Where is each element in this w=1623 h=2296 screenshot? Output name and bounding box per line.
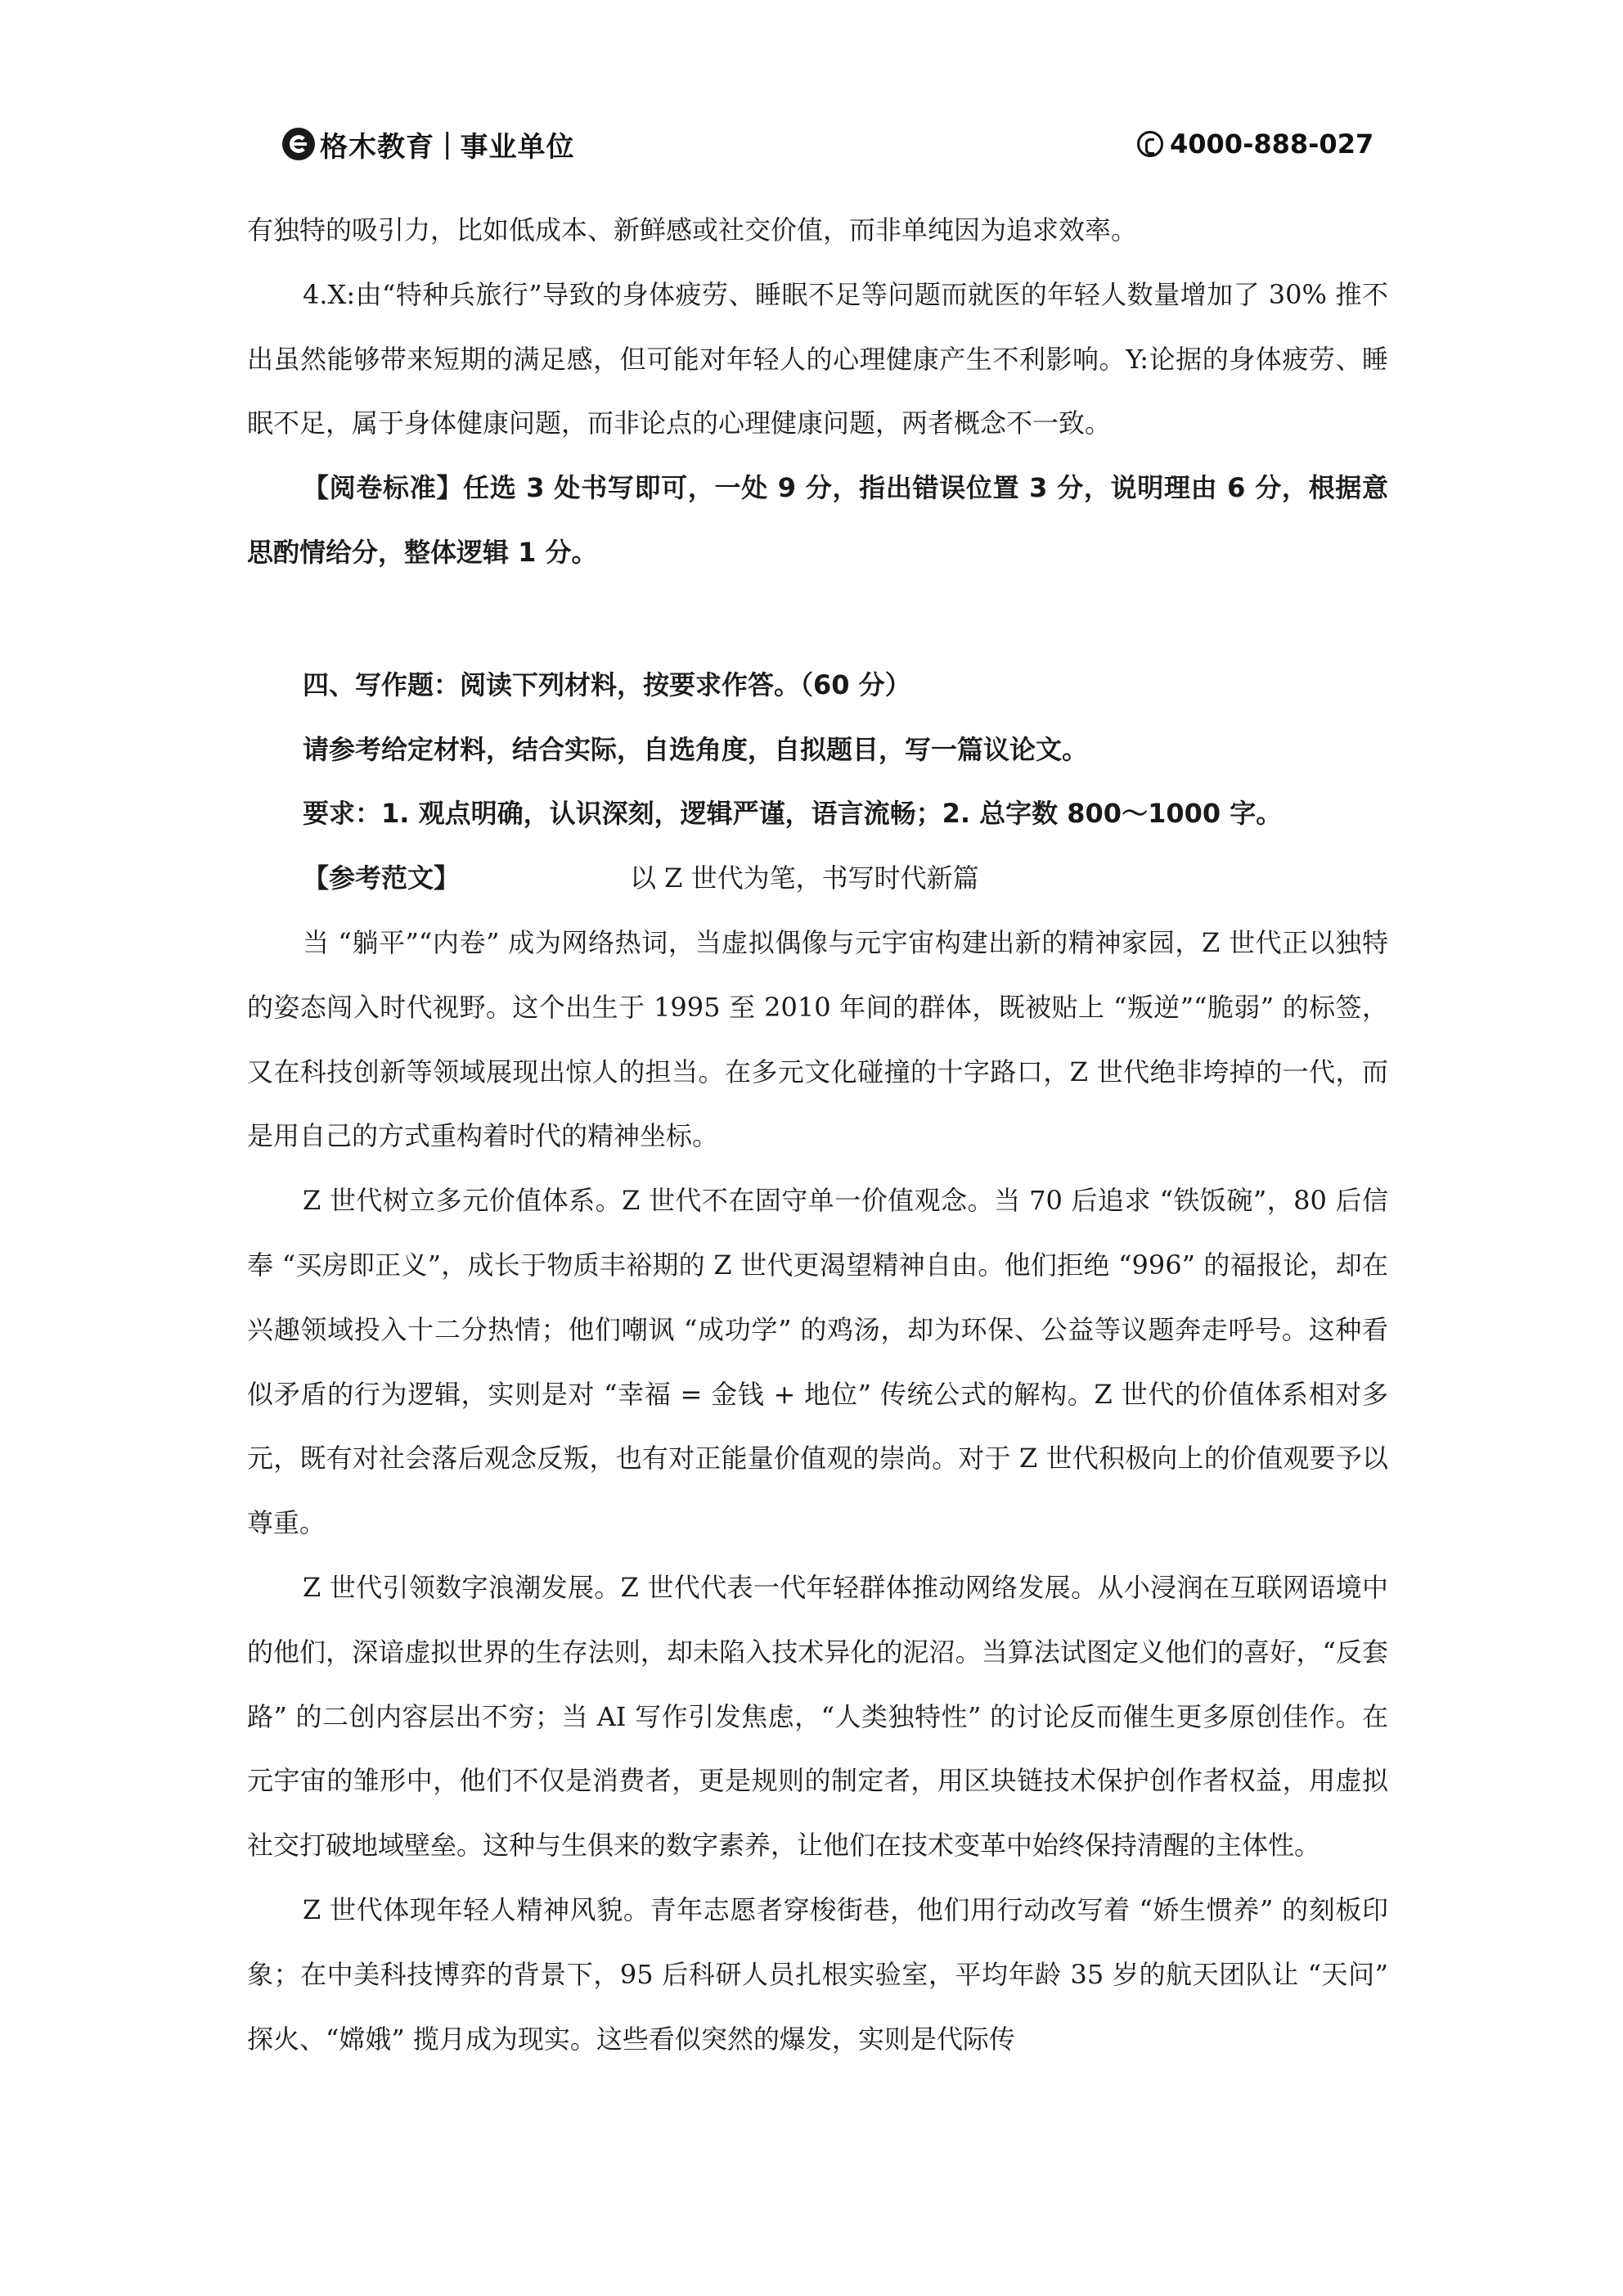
document-body bbox=[247, 198, 1388, 2071]
sample-essay-title-line bbox=[247, 846, 1388, 911]
essay-paragraph-4: Z 世代体现年轻人精神风貌。青年志愿者穿梭街巷，他们用行动改写着 “娇生惯养” 的刻板印象；在中美科技博弈的背景下，95 后科研人员扎根实验室，平均年龄 35 岁的航天团队让 “天问” 探火、“嫦娥” 揽月成为现实。这些看似突然的爆发，实则是代际传 bbox=[247, 1893, 1388, 2055]
brand-logo bbox=[282, 124, 574, 164]
section-heading: 四、写作题：阅读下列材料，按要求作答。（60 分） bbox=[303, 669, 911, 700]
writing-instruction: 请参考给定材料，结合实际，自选角度，自拟题目，写一篇议论文。 bbox=[303, 733, 1089, 765]
hotline-number: 4000-888-027 bbox=[1170, 128, 1374, 160]
essay-paragraph-2: Z 世代树立多元价值体系。Z 世代不在固守单一价值观念。当 70 后追求 “铁饭碗”，80 后信奉 “买房即正义”，成长于物质丰裕期的 Z 世代更渴望精神自由。他们拒绝 “996” 的福报论，却在兴趣领域投入十二分热情；他们嘲讽 “成功学” 的鸡汤，却为环保、公益等议题奔走呼号。这种看似矛盾的行为逻辑，实则是对 “幸福 = 金钱 + 地位” 传统公式的解构。Z 世代的价值体系相对多元，既有对社会落后观念反叛，也有对正能量价值观的崇尚。对于 Z 世代积极向上的价值观要予以尊重。 bbox=[247, 1185, 1388, 1539]
sample-essay-label: 【参考范文】 bbox=[303, 862, 461, 894]
writing-requirement: 要求：1. 观点明确，认识深刻，逻辑严谨，语言流畅；2. 总字数 800～1000 字。 bbox=[303, 798, 1283, 830]
section-gap bbox=[247, 585, 1388, 653]
phone-icon bbox=[1137, 131, 1163, 157]
sample-essay-title: 以 Z 世代为笔，书写时代新篇 bbox=[630, 862, 979, 894]
grading-standard: 【阅卷标准】任选 3 处书写即可，一处 9 分，指出错误位置 3 分，说明理由 6 分，根据意思酌情给分，整体逻辑 1 分。 bbox=[247, 472, 1388, 568]
brand-separator: | bbox=[443, 128, 452, 160]
brand-section: 事业单位 bbox=[460, 130, 575, 164]
paragraph-continuation: 有独特的吸引力，比如低成本、新鲜感或社交价值，而非单纯因为追求效率。 bbox=[247, 214, 1138, 245]
page-header bbox=[0, 0, 1623, 188]
brand-e-icon bbox=[282, 128, 315, 160]
paragraph-item-4: 4.X:由“特种兵旅行”导致的身体疲劳、睡眠不足等问题而就医的年轻人数量增加了 30% 推不出虽然能够带来短期的满足感，但可能对年轻人的心理健康产生不利影响。Y:论据的身体疲劳、睡眠不足，属于身体健康问题，而非论点的心理健康问题，两者概念不一致。 bbox=[247, 278, 1388, 439]
essay-paragraph-3: Z 世代引领数字浪潮发展。Z 世代代表一代年轻群体推动网络发展。从小浸润在互联网语境中的他们，深谙虚拟世界的生存法则，却未陷入技术异化的泥沼。当算法试图定义他们的喜好，“反套路” 的二创内容层出不穷；当 AI 写作引发焦虑，“人类独特性” 的讨论反而催生更多原创佳作。在元宇宙的雏形中，他们不仅是消费者，更是规则的制定者，用区块链技术保护创作者权益，用虚拟社交打破地域壁垒。这种与生俱来的数字素养，让他们在技术变革中始终保持清醒的主体性。 bbox=[247, 1571, 1388, 1862]
brand-name: 格木教育 bbox=[320, 130, 434, 164]
essay-paragraph-1: 当 “躺平”“内卷” 成为网络热词，当虚拟偶像与元宇宙构建出新的精神家园，Z 世代正以独特的姿态闯入时代视野。这个出生于 1995 至 2010 年间的群体，既被贴上 “叛逆”“脆弱” 的标签，又在科技创新等领域展现出惊人的担当。在多元文化碰撞的十字路口，Z 世代绝非垮掉的一代，而是用自己的方式重构着时代的精神坐标。 bbox=[247, 926, 1388, 1152]
hotline bbox=[1137, 124, 1373, 164]
